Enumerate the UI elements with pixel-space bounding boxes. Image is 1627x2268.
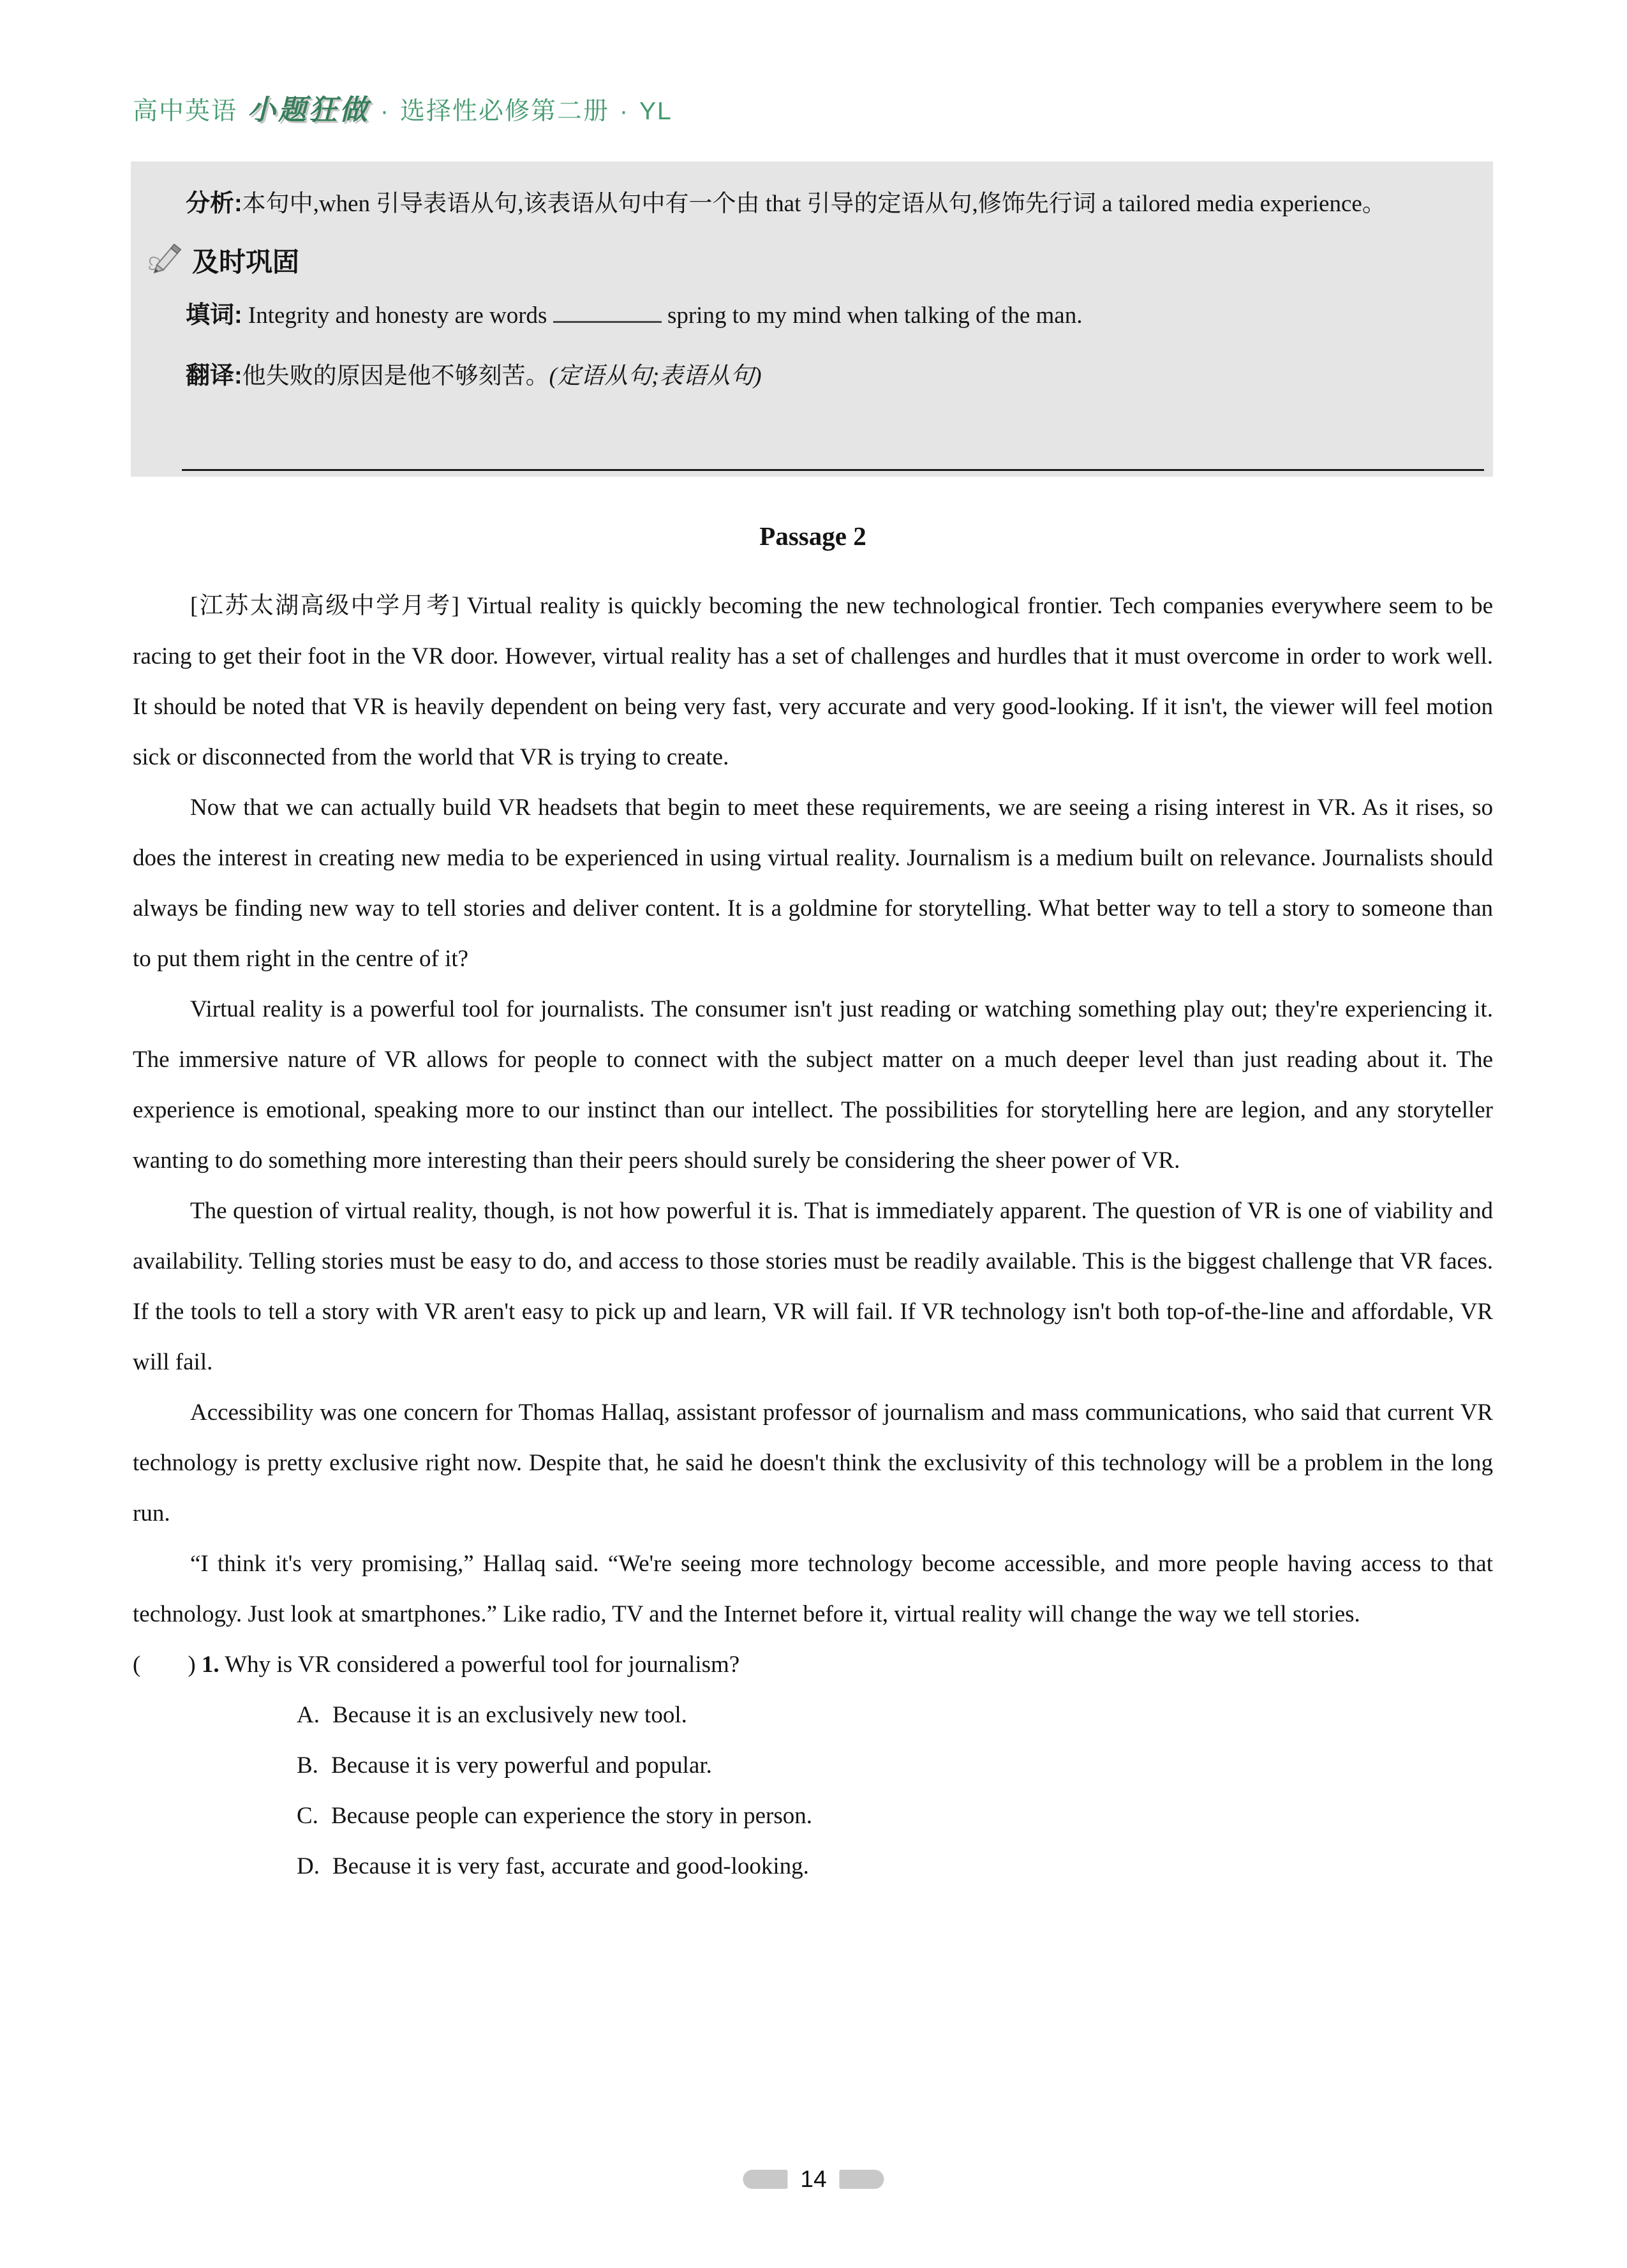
divider-rule (182, 469, 1484, 471)
option-c (297, 1791, 1493, 1841)
paragraph-text: Virtual reality is a powerful tool for journalists. The consumer isn't just reading or watching something play out; they're experiencing it. The immersive nature of VR allows for people to connect with the subject matter on a much deeper level than just reading about it. The experience is emotional, speaking more to our instinct than our intellect. The possibilities for storytelling here are legion, and any storyteller wanting to do something more interesting than their peers should surely be considering the sheer power of VR. (133, 996, 1493, 1174)
analysis-box (131, 161, 1493, 477)
option-text: Because it is very powerful and popular. (331, 1752, 712, 1779)
footer-pill-right (840, 2170, 884, 2189)
translate-label: 翻译: (186, 362, 242, 389)
brand-logo: 小题狂做 (248, 94, 371, 126)
fill-label: 填词: (186, 302, 242, 329)
footer-pill-left (743, 2170, 787, 2189)
paragraph-text: “I think it's very promising,” Hallaq said. “We're seeing more technology become accessible, and more people having access to that technology. Just look at smartphones.” Like radio, TV and the Internet before it, virtual reality will change the way we tell stories. (133, 1551, 1493, 1627)
consolidate-heading-text: 及时巩固 (192, 247, 300, 277)
passage-paragraph (133, 1539, 1493, 1639)
header-edition: YL (639, 98, 672, 125)
passage-paragraph (133, 1387, 1493, 1539)
passage-title: Passage 2 (759, 521, 866, 551)
passage-section (133, 517, 1493, 1891)
passage-paragraph (133, 581, 1493, 782)
header-course: 高中英语 (133, 98, 238, 125)
paragraph-text: Accessibility was one concern for Thomas Hallaq, assistant professor of journalism and mass communications, who said that current VR technology is pretty exclusive right now. Despite that, he said he doesn't think the exclusivity of this technology will be a problem in the long run. (133, 1399, 1493, 1526)
translate-text: 他失败的原因是他不够刻苦。 (242, 363, 549, 389)
passage-paragraph (133, 1186, 1493, 1387)
passage-paragraph (133, 984, 1493, 1186)
option-d (297, 1841, 1493, 1891)
page-header (133, 87, 672, 128)
option-b (297, 1740, 1493, 1791)
paragraph-text: The question of virtual reality, though, is not how powerful it is. That is immediately apparent. The question of VR is one of viability and availability. Telling stories must be easy to do, and access to those stories must be readily available. This is the biggest challenge that VR faces. If the tools to tell a story with VR aren't easy to pick up and learn, VR will fail. If VR technology isn't both top-of-the-line and affordable, VR will fail. (133, 1198, 1493, 1375)
header-separator: · (620, 98, 630, 125)
page-number: 14 (800, 2166, 827, 2192)
fill-in-blank (553, 299, 662, 323)
translate-hint: (定语从句;表语从句) (549, 363, 762, 389)
options-list (297, 1690, 1493, 1891)
option-label: B. (297, 1752, 318, 1779)
option-text: Because it is an exclusively new tool. (332, 1702, 687, 1728)
page-footer (743, 2166, 884, 2193)
option-a (297, 1690, 1493, 1740)
fill-word-line (186, 290, 1478, 341)
translate-line (186, 350, 1478, 402)
option-text: Because people can experience the story in person. (331, 1803, 813, 1829)
question-line (133, 1639, 1493, 1690)
analysis-text: 本句中,when 引导表语从句,该表语从句中有一个由 that 引导的定语从句,修饰先行词 a tailored media experience。 (242, 191, 1386, 217)
paragraph-text: Virtual reality is quickly becoming the new technological frontier. Tech companies everywhere seem to be racing to get their foot in the VR door. However, virtual reality has a set of challenges and hurdles that it must overcome in order to work well. It should be noted that VR is heavily dependent on being very fast, very accurate and very good-looking. If it isn't, the viewer will feel motion sick or disconnected from the world that VR is trying to create. (133, 593, 1493, 770)
option-text: Because it is very fast, accurate and good-looking. (332, 1853, 809, 1879)
option-label: D. (297, 1853, 320, 1879)
question-text: Why is VR considered a powerful tool for journalism? (225, 1652, 740, 1678)
question-number: 1. (201, 1652, 219, 1678)
exam-source-tag: [江苏太湖高级中学月考] (190, 593, 467, 619)
paragraph-text: Now that we can actually build VR headsets that begin to meet these requirements, we are seeing a rising interest in VR. As it rises, so does the interest in creating new media to be experienced in using virtual reality. Journalism is a medium built on relevance. Journalists should always be finding new way to tell stories and deliver content. It is a goldmine for storytelling. What better way to tell a story to someone than to put them right in the centre of it? (133, 795, 1493, 972)
passage-paragraph (133, 782, 1493, 984)
consolidate-heading (146, 240, 1478, 281)
option-label: A. (297, 1702, 320, 1728)
answer-blank: ( ) (133, 1652, 196, 1678)
analysis-label: 分析: (186, 190, 242, 217)
analysis-paragraph (186, 177, 1478, 231)
header-separator: · (380, 98, 390, 125)
option-label: C. (297, 1803, 318, 1829)
fill-text-before: Integrity and honesty are words (248, 302, 547, 329)
pencil-icon (146, 240, 183, 281)
fill-text-after: spring to my mind when talking of the man. (667, 302, 1083, 329)
header-volume: 选择性必修第二册 (400, 98, 610, 125)
